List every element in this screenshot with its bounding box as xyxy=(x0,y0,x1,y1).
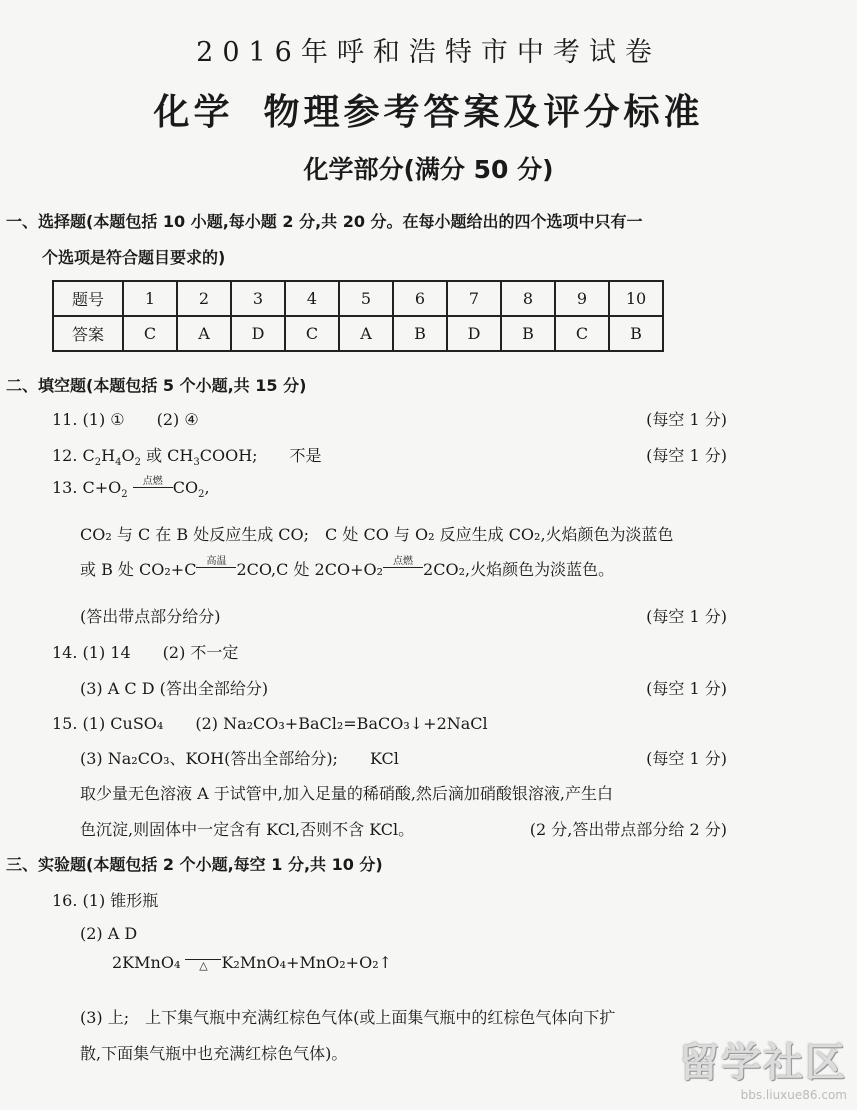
q14-line2: (3) A C D (答出全部给分) xyxy=(80,679,269,698)
table-row-numbers xyxy=(53,281,663,316)
section1-heading-line1: 一、选择题(本题包括 10 小题,每小题 2 分,共 20 分。在每小题给出的四个选项中只有一 xyxy=(6,212,643,231)
q15-line3: 取少量无色溶液 A 于试管中,加入足量的稀硝酸,然后滴加硝酸银溶液,产生白 xyxy=(80,784,613,803)
reaction-arrow xyxy=(185,948,221,972)
q13-line3 xyxy=(80,556,614,580)
score-note: (每空 1 分) xyxy=(646,607,727,626)
q12-part: H xyxy=(101,446,116,465)
q12-part: O xyxy=(121,446,135,465)
q12-part: COOH; 不是 xyxy=(199,446,322,465)
table-cell-answer: D xyxy=(231,316,285,351)
chemistry-section-title: 化学部分(满分 50 分) xyxy=(303,155,554,184)
q13-line2: CO₂ 与 C 在 B 处反应生成 CO; C 处 CO 与 O₂ 反应生成 CO₂,火焰颜色为淡蓝色 xyxy=(80,525,674,544)
section3-heading: 三、实验题(本题包括 2 个小题,每空 1 分,共 10 分) xyxy=(6,855,383,874)
q15-line4: 色沉淀,则固体中一定含有 KCl,否则不含 KCl。 xyxy=(80,820,415,839)
q16-part: 2KMnO₄ xyxy=(112,953,181,972)
reaction-condition: 点燃 xyxy=(393,556,414,567)
q15-line1: 15. (1) CuSO₄ (2) Na₂CO₃+BaCl₂=BaCO₃↓+2NaCl xyxy=(52,714,488,733)
q12-part: 12. C xyxy=(52,446,95,465)
reaction-condition: △ xyxy=(199,959,208,972)
q16-line4: (3) 上; 上下集气瓶中充满红棕色气体(或上面集气瓶中的红棕色气体向下扩 xyxy=(80,1008,616,1027)
reaction-condition: 点燃 xyxy=(142,476,163,487)
q12-part: 或 CH xyxy=(140,446,194,465)
table-cell-number: 1 xyxy=(123,281,177,316)
table-cell-answer: B xyxy=(393,316,447,351)
q15-score-note: (2 分,答出带点部分给 2 分) xyxy=(529,820,727,839)
table-cell-number: 4 xyxy=(285,281,339,316)
q13-equation: 13. $C+O_2$ 点燃 $CO_2$, xyxy=(52,476,210,500)
table-cell-number: 6 xyxy=(393,281,447,316)
table-cell-answer: B xyxy=(501,316,555,351)
q16-part: K₂MnO₄+MnO₂+O₂↑ xyxy=(221,953,393,972)
section1-heading-line2: 个选项是符合题目要求的) xyxy=(42,248,226,267)
q13-line4: (答出带点部分给分) xyxy=(80,607,221,626)
q13-part: 2CO₂,火焰颜色为淡蓝色。 xyxy=(423,560,615,579)
reaction-arrow xyxy=(133,476,173,500)
answer-key-title-subject: 化学 xyxy=(153,92,234,133)
q13-part: 13. C+O xyxy=(52,477,122,497)
table-cell-answer: C xyxy=(555,316,609,351)
table-cell-number: 5 xyxy=(339,281,393,316)
table-cell-answer: D xyxy=(447,316,501,351)
score-note: (每空 1 分) xyxy=(646,446,727,465)
table-cell-answer: A xyxy=(177,316,231,351)
table-cell-number: 8 xyxy=(501,281,555,316)
table-cell-answer: C xyxy=(123,316,177,351)
reaction-arrow xyxy=(383,556,423,580)
q16-equation xyxy=(112,948,392,972)
score-note: (每空 1 分) xyxy=(646,749,727,768)
q13-part: 2CO,C 处 2CO+O₂ xyxy=(236,560,384,579)
watermark-logo-text: 留学社区 xyxy=(679,1040,847,1086)
exam-title: 2016年呼和浩特市中考试卷 xyxy=(196,37,661,68)
reaction-condition: 高温 xyxy=(206,556,227,567)
table-cell-number: 2 xyxy=(177,281,231,316)
table-cell-number: 7 xyxy=(447,281,501,316)
q13-part: CO xyxy=(172,477,199,497)
table-cell-number: 9 xyxy=(555,281,609,316)
q15-line2: (3) Na₂CO₃、KOH(答出全部给分); KCl xyxy=(80,749,399,768)
table-row-answers xyxy=(53,316,663,351)
watermark-url: bbs.liuxue86.com xyxy=(740,1088,847,1102)
section2-heading: 二、填空题(本题包括 5 个小题,共 15 分) xyxy=(6,376,307,395)
table-cell-answer: A xyxy=(339,316,393,351)
q14-line1: 14. (1) 14 (2) 不一定 xyxy=(52,643,239,662)
q12-answer: 12. $C_2H_4O_2$ 或 $CH_3COOH$; 不是 xyxy=(52,446,322,469)
score-note: (每空 1 分) xyxy=(646,679,727,698)
table-cell-number: 3 xyxy=(231,281,285,316)
reaction-arrow xyxy=(196,556,236,580)
q13-part: 或 B 处 CO₂+C xyxy=(80,560,197,579)
table-cell-answer: B xyxy=(609,316,663,351)
answer-table xyxy=(52,280,664,352)
q16-line1: 16. (1) 锥形瓶 xyxy=(52,891,159,910)
table-label-number: 题号 xyxy=(53,281,123,316)
q16-line5: 散,下面集气瓶中也充满红棕色气体)。 xyxy=(80,1044,348,1063)
score-note: (每空 1 分) xyxy=(646,410,727,429)
q11-answer: 11. (1) ① (2) ④ xyxy=(52,410,199,429)
table-label-answer: 答案 xyxy=(53,316,123,351)
table-cell-answer: C xyxy=(285,316,339,351)
answer-key-title-rest: 物理参考答案及评分标准 xyxy=(263,92,704,133)
site-watermark xyxy=(679,1031,847,1102)
table-cell-number: 10 xyxy=(609,281,663,316)
answer-key-title xyxy=(0,84,857,135)
q16-line2: (2) A D xyxy=(80,924,138,943)
